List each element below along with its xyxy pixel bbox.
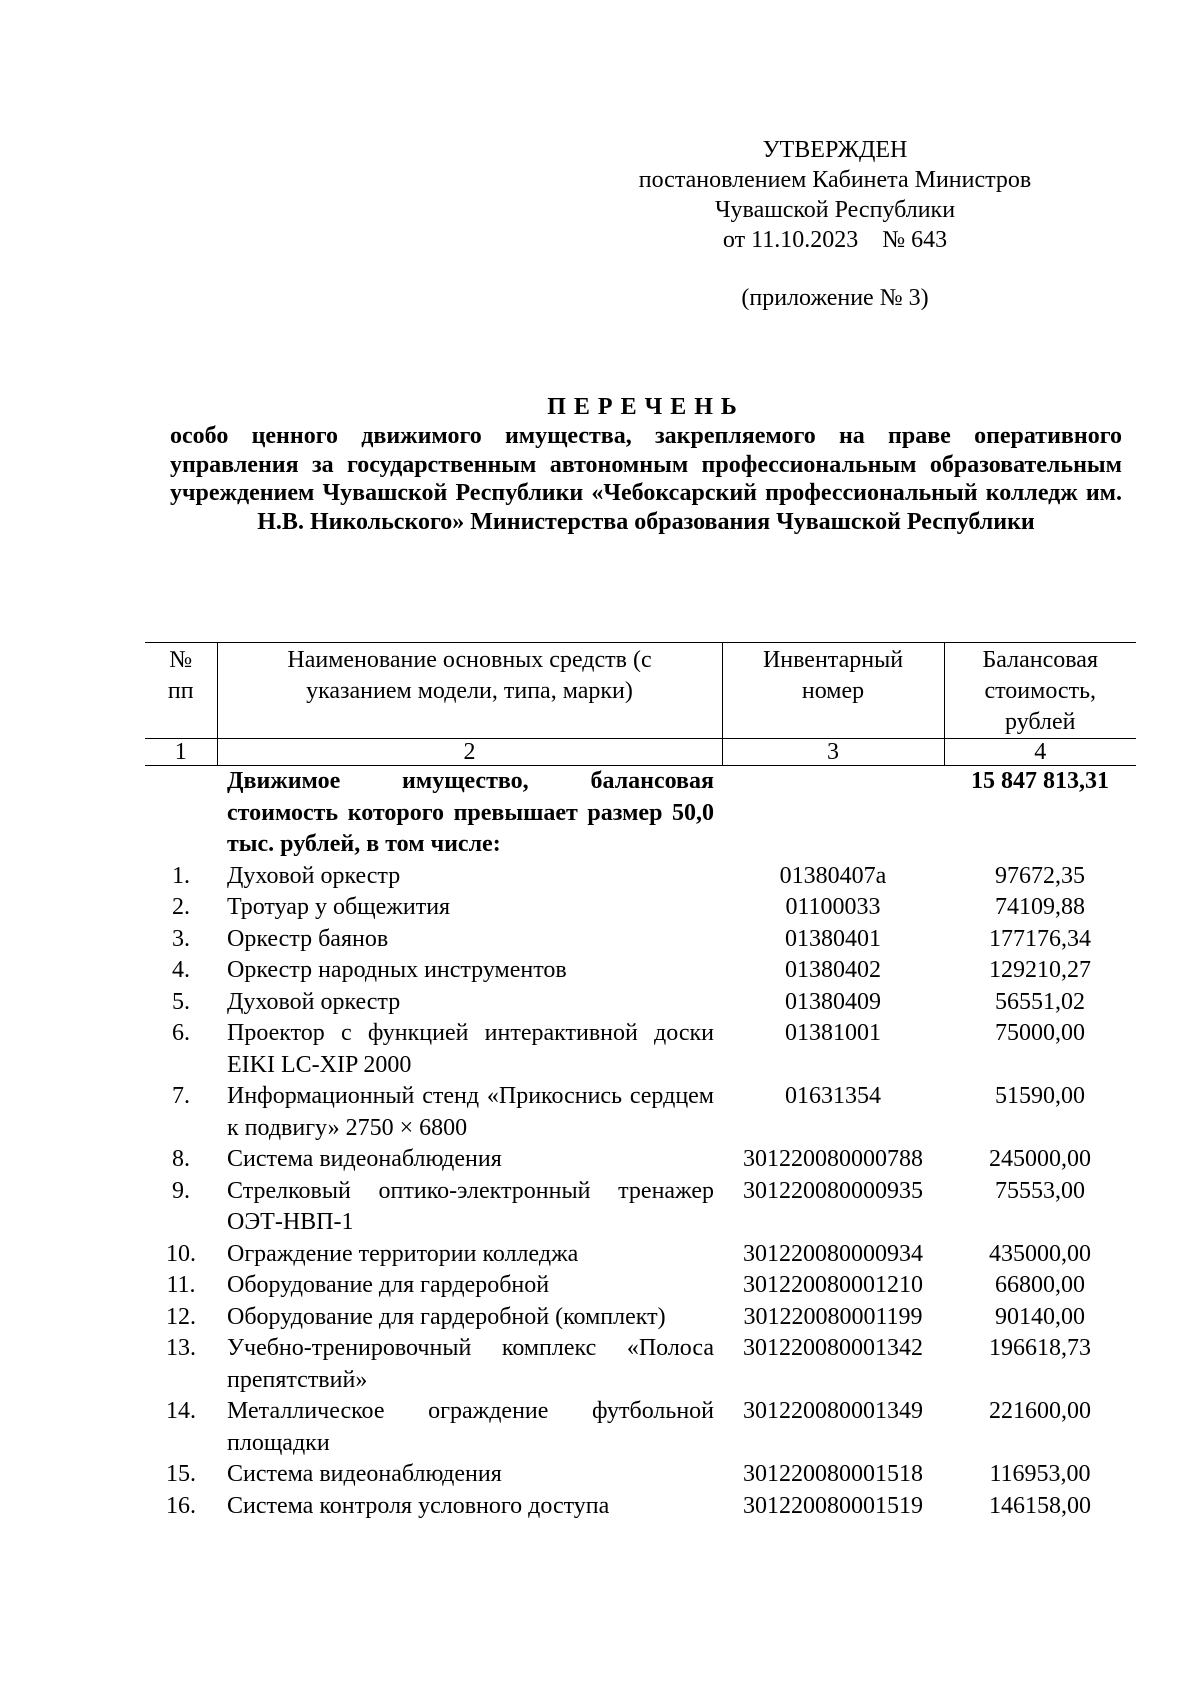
column-number-3: 3 [722,739,944,766]
row-number: 14. [166,1398,196,1424]
row-inventory-number: 01380402 [785,957,881,983]
row-cost: 116953,00 [989,1461,1091,1487]
row-cost: 435000,00 [989,1240,1091,1267]
row-number: 6. [172,1020,190,1046]
column-number-4: 4 [944,739,1136,766]
document-heading: ПЕРЕЧЕНЬ [547,394,745,420]
header-cost: Балансовая стоимость, рублей [944,643,1136,739]
row-number: 11. [166,1272,196,1298]
column-number-1: 1 [145,739,217,766]
table-row [145,892,1136,924]
row-cost: 56551,02 [995,988,1085,1015]
table-row [145,1302,1136,1334]
table-row [145,861,1136,893]
approval-block [600,135,1070,313]
row-number: 9. [172,1177,190,1204]
row-name: Оркестр народных инструментов [227,957,567,983]
row-name: Стрелковый оптико-электронный тренажер ОЭТ-НВП-1 [227,1177,714,1235]
row-inventory-number: 01631354 [785,1083,881,1109]
row-inventory-number: 01380401 [785,925,881,952]
table-header-row [145,643,1136,739]
row-name: Информационный стенд «Прикоснись сердцем к подвигу» 2750 × 6800 [227,1083,714,1141]
row-inventory-number: 301220080001199 [743,1303,923,1330]
table-row [145,1491,1136,1523]
row-cost: 74109,88 [995,894,1085,920]
row-cost: 146158,00 [989,1492,1091,1519]
row-number: 3. [172,925,190,952]
row-inventory-number: 01100033 [785,894,881,920]
row-name: Система видеонаблюдения [227,1146,502,1172]
approval-authority: постановлением Кабинета Министров [638,167,1032,193]
row-cost: 90140,00 [995,1303,1085,1330]
document-subtitle: особо ценного движимого имущества, закрепляемого на праве оперативного управления за государственным автономным профессиональным образовательным учреждением Чувашской Республики «Чебоксарский профессиональный колледж им. Н.В. Никольского» Министерства образования Чувашской Республики [170,423,1122,535]
row-number: 5. [172,988,190,1015]
row-inventory-number: 01380407а [779,862,887,889]
table-row [145,1018,1136,1081]
header-number: № пп [145,643,217,739]
row-inventory-number: 301220080001519 [743,1492,923,1519]
row-number: 4. [172,957,190,983]
row-inventory-number: 01380409 [785,988,881,1015]
row-number: 1. [172,862,190,889]
table-row [145,1396,1136,1459]
row-number: 7. [172,1083,190,1109]
row-name: Оборудование для гардеробной [227,1272,550,1298]
appendix-label: (приложение № 3) [741,285,929,311]
row-number: 13. [166,1335,196,1361]
row-cost: 75000,00 [995,1020,1085,1046]
table-row [145,1459,1136,1491]
row-name: Оборудование для гардеробной (комплект) [227,1303,666,1330]
row-number: 12. [166,1303,196,1330]
table-column-numbers [145,739,1136,766]
column-number-2: 2 [217,739,722,766]
property-table [145,642,1136,1522]
row-cost: 66800,00 [995,1272,1085,1298]
header-inventory: Инвентарный номер [722,643,944,739]
group-name: Движимое имущество, балансовая стоимость которого превышает размер 50,0 тыс. рублей, в том числе: [227,768,714,857]
approval-region: Чувашской Республики [714,197,956,223]
row-cost: 97672,35 [995,862,1085,889]
row-name: Система видеонаблюдения [227,1461,502,1487]
row-name: Ограждение территории колледжа [227,1240,579,1267]
table-row [145,955,1136,987]
row-name: Металлическое ограждение футбольной площадки [227,1398,714,1456]
row-cost: 129210,27 [989,957,1091,983]
row-cost: 177176,34 [989,925,1091,952]
table-row [145,1176,1136,1239]
row-cost: 245000,00 [989,1146,1091,1172]
row-number: 10. [166,1240,196,1267]
row-number: 2. [172,894,190,920]
group-cost: 15 847 813,31 [971,768,1109,794]
document-title [170,392,1122,536]
table-row [145,1270,1136,1302]
row-cost: 196618,73 [989,1335,1091,1361]
table-row [145,1239,1136,1271]
table-row [145,1081,1136,1144]
row-inventory-number: 301220080001518 [743,1461,923,1487]
approval-date-number: от 11.10.2023 № 643 [722,227,948,253]
row-name: Духовой оркестр [227,988,401,1015]
table-row [145,1144,1136,1176]
row-cost: 51590,00 [995,1083,1085,1109]
row-inventory-number: 301220080000934 [743,1240,923,1267]
approval-status: УТВЕРЖДЕН [762,137,908,163]
row-name: Тротуар у общежития [227,894,451,920]
row-number: 8. [172,1146,190,1172]
row-name: Проектор с функцией интерактивной доски EIKI LC-XIP 2000 [227,1020,714,1078]
row-number: 16. [166,1492,196,1519]
row-name: Система контроля условного доступа [227,1492,610,1519]
row-number: 15. [166,1461,196,1487]
row-inventory-number: 301220080000935 [743,1177,923,1204]
row-inventory-number: 01381001 [785,1020,881,1046]
group-row [145,766,1136,861]
row-cost: 221600,00 [989,1398,1091,1424]
row-name: Духовой оркестр [227,862,401,889]
row-inventory-number: 301220080001349 [743,1398,923,1424]
row-inventory-number: 301220080000788 [743,1146,923,1172]
row-cost: 75553,00 [995,1177,1085,1204]
table-row [145,924,1136,956]
group-number [145,766,217,861]
table-row [145,987,1136,1019]
row-inventory-number: 301220080001210 [743,1272,923,1298]
row-name: Учебно-тренировочный комплекс «Полоса препятствий» [227,1335,714,1393]
row-inventory-number: 301220080001342 [743,1335,923,1361]
table-row [145,1333,1136,1396]
group-inventory [722,766,944,861]
header-name: Наименование основных средств (с указанием модели, типа, марки) [217,643,722,739]
row-name: Оркестр баянов [227,925,389,952]
